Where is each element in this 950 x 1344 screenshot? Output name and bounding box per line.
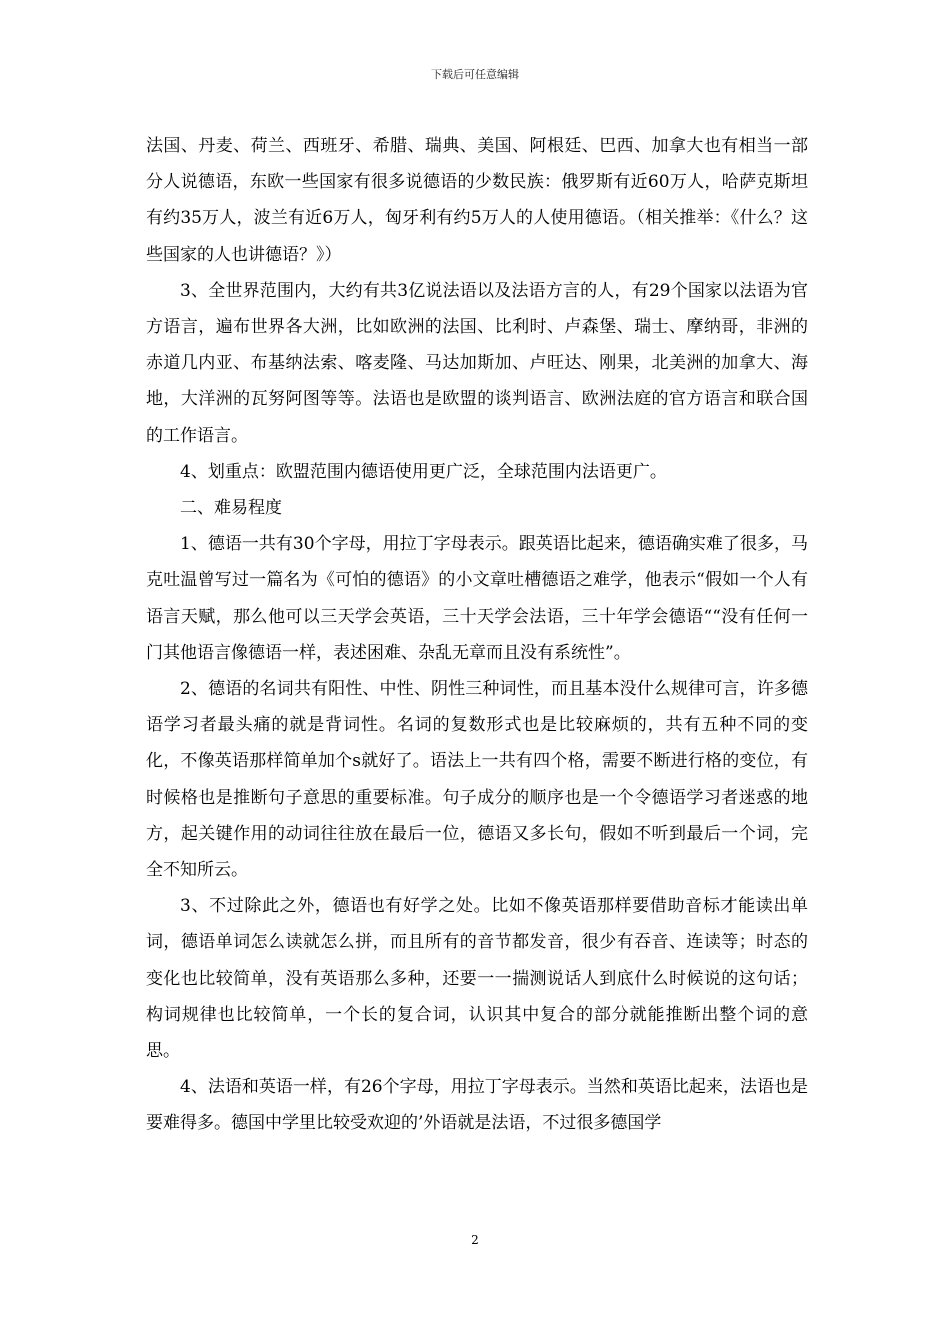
section-heading-difficulty: 二、难易程度 bbox=[180, 498, 282, 519]
paragraph-german-grammar: 2、德语的名词共有阳性、中性、阴性三种词性，而且基本没什么规律可言，许多德语学习者最头痛的就是背词性。名词的复数形式也是比较麻烦的，共有五种不同的变化，不像英语那样简单加个s就好了。语法上一共有四个格，需要不断进行格的变位，有时候格也是推断句子意思的重要标准。句子成分的顺序也是一个令德语学习者迷惑的地方，起关键作用的动词往往放在最后一位，德语又多长句，假如不听到最后一个词，完全不知所云。 bbox=[146, 679, 808, 881]
paragraph-key-point: 4、划重点：欧盟范围内德语使用更广泛，全球范围内法语更广。 bbox=[180, 461, 667, 482]
paragraph-french-speakers: 3、全世界范围内，大约有共3亿说法语以及法语方言的人，有29个国家以法语为官方语言，遍布世界各大洲，比如欧洲的法国、比利时、卢森堡、瑞士、摩纳哥，非洲的赤道几内亚、布基纳法索、喀麦隆、马达加斯加、卢旺达、刚果，北美洲的加拿大、海地，大洋洲的瓦努阿图等等。法语也是欧盟的谈判语言、欧洲法庭的官方语言和联合国的工作语言。 bbox=[146, 280, 808, 446]
paragraph-continued: 法国、丹麦、荷兰、西班牙、希腊、瑞典、美国、阿根廷、巴西、加拿大也有相当一部分人说德语，东欧一些国家有很多说德语的少数民族：俄罗斯有近60万人，哈萨克斯坦有约35万人，波兰有近6万人，匈牙利有约5万人的人使用德语。（相关推举：《什么？这些国家的人也讲德语？》） bbox=[146, 136, 808, 265]
paragraph-german-alphabet: 1、德语一共有30个字母，用拉丁字母表示。跟英语比起来，德语确实难了很多，马克吐温曾写过一篇名为《可怕的德语》的小文章吐槽德语之难学，他表示“假如一个人有语言天赋，那么他可以三天学会英语，三十天学会法语，三十年学会德语““没有任何一门其他语言像德语一样，表述困难、杂乱无章而且没有系统性”。 bbox=[146, 534, 808, 663]
document-body bbox=[146, 128, 808, 1142]
page-number: 2 bbox=[471, 1233, 479, 1247]
paragraph-french-alphabet: 4、法语和英语一样，有26个字母，用拉丁字母表示。当然和英语比起来，法语也是要难得多。德国中学里比较受欢迎的’外语就是法语，不过很多德国学 bbox=[146, 1077, 808, 1134]
paragraph-german-easy-parts: 3、不过除此之外，德语也有好学之处。比如不像英语那样要借助音标才能读出单词，德语单词怎么读就怎么拼，而且所有的音节都发音，很少有吞音、连读等；时态的变化也比较简单，没有英语那么多种，还要一一揣测说话人到底什么时候说的这句话；构词规律也比较简单，一个长的复合词，认识其中复合的部分就能推断出整个词的意思。 bbox=[146, 896, 808, 1062]
page-header: 下载后可任意编辑 bbox=[431, 68, 519, 81]
